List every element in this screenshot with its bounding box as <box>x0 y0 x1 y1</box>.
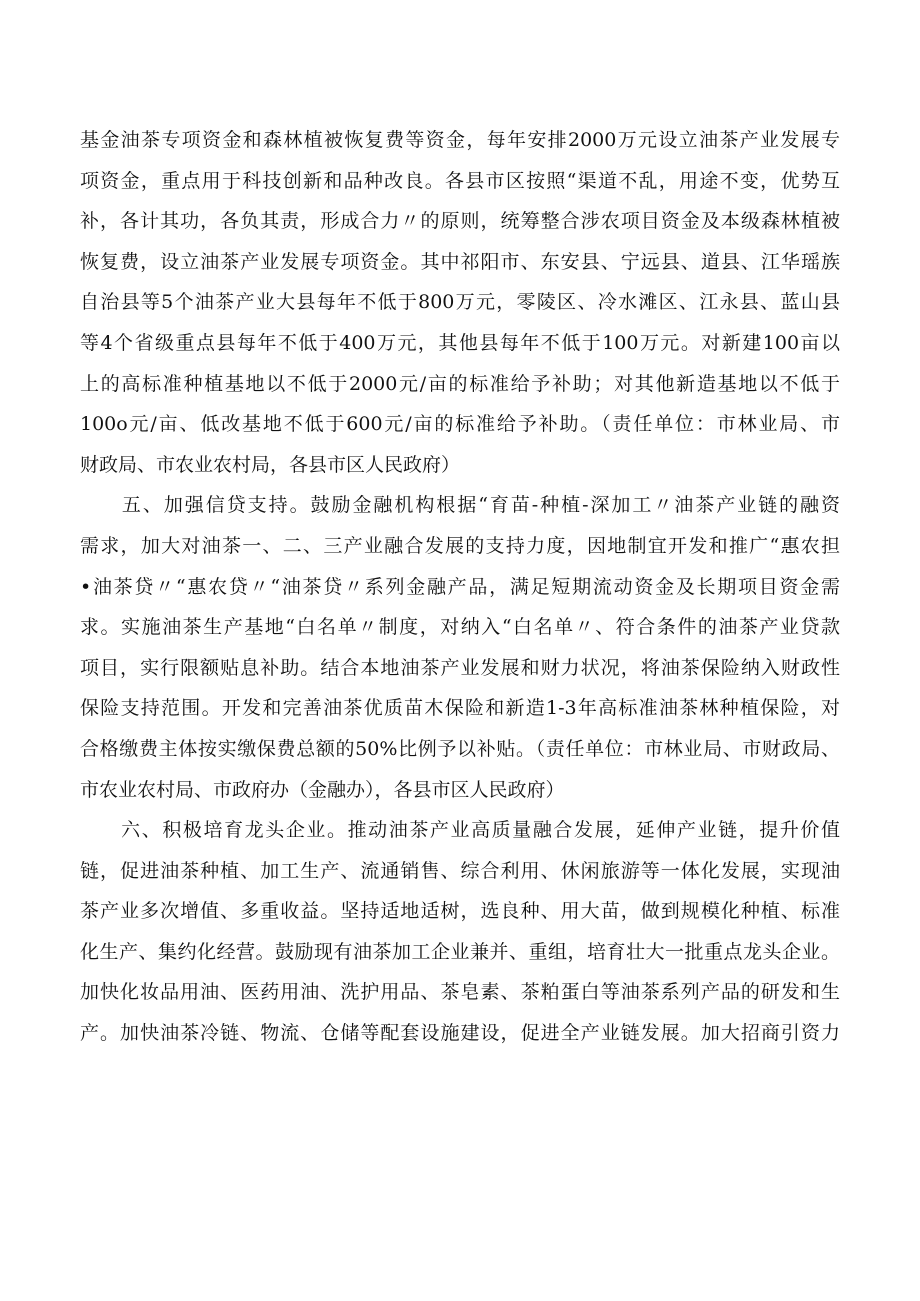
text-line: 项目，实行限额贴息补助。结合本地油茶产业发展和财力状况，将油茶保险纳入财政性 <box>80 656 840 679</box>
text-line: 补，各计其功，各负其责，形成合力〃的原则，统筹整合涉农项目资金及本级森林植被 <box>80 210 840 233</box>
text-line: 加快化妆品用油、医药用油、洗护用品、茶皂素、茶粕蛋白等油茶系列产品的研发和生 <box>80 981 840 1004</box>
text-line: 项资金，重点用于科技创新和品种改良。各县市区按照“渠道不乱，用途不变，优势互 <box>80 169 840 192</box>
text-line: 等4个省级重点县每年不低于400万元，其他县每年不低于100万元。对新建100亩以 <box>80 331 840 354</box>
text-line: 产。加快油茶冷链、物流、仓储等配套设施建设，促进全产业链发展。加大招商引资力 <box>80 1022 840 1045</box>
text-line: 五、加强信贷支持。鼓励金融机构根据“育苗-种植-深加工〃油茶产业链的融资 <box>80 494 840 517</box>
text-line: 链，促进油茶种植、加工生产、流通销售、综合利用、休闲旅游等一体化发展，实现油 <box>80 859 840 882</box>
text-line: 六、积极培育龙头企业。推动油茶产业高质量融合发展，延伸产业链，提升价值 <box>80 819 840 842</box>
document-page <box>80 120 840 1054</box>
text-line: 需求，加大对油茶一、二、三产业融合发展的支持力度，因地制宜开发和推广“惠农担 <box>80 534 840 557</box>
text-line: 茶产业多次增值、多重收益。坚持适地适树，选良种、用大苗，做到规模化种植、标准 <box>80 900 840 923</box>
text-line: 合格缴费主体按实缴保费总额的50%比例予以补贴。（责任单位：市林业局、市财政局、 <box>80 737 840 760</box>
text-line: 保险支持范围。开发和完善油茶优质苗木保险和新造1-3年高标准油茶林种植保险，对 <box>80 697 840 720</box>
paragraph-funding <box>80 120 840 485</box>
text-line: 财政局、市农业农村局，各县市区人民政府） <box>80 453 461 476</box>
paragraph-leading-enterprises <box>80 810 840 1054</box>
text-line: 100o元/亩、低改基地不低于600元/亩的标准给予补助。（责任单位：市林业局、市 <box>80 413 840 436</box>
text-line: 上的高标准种植基地以不低于2000元/亩的标准给予补助；对其他新造基地以不低于 <box>80 372 840 395</box>
text-line: 基金油茶专项资金和森林植被恢复费等资金，每年安排2000万元设立油茶产业发展专 <box>80 129 840 151</box>
text-line: 化生产、集约化经营。鼓励现有油茶加工企业兼并、重组，培育壮大一批重点龙头企业。 <box>80 940 840 963</box>
text-line: 恢复费，设立油茶产业发展专项资金。其中祁阳市、东安县、宁远县、道县、江华瑶族 <box>80 250 840 273</box>
text-line: 自治县等5个油茶产业大县每年不低于800万元，零陵区、冷水滩区、江永县、蓝山县 <box>80 291 840 314</box>
text-line: 市农业农村局、市政府办（金融办），各县市区人民政府） <box>80 778 565 801</box>
text-line: •油茶贷〃“惠农贷〃“油茶贷〃系列金融产品，满足短期流动资金及长期项目资金需 <box>80 575 840 598</box>
paragraph-credit-support <box>80 485 840 810</box>
text-line: 求。实施油茶生产基地“白名单〃制度，对纳入“白名单〃、符合条件的油茶产业贷款 <box>80 616 840 639</box>
